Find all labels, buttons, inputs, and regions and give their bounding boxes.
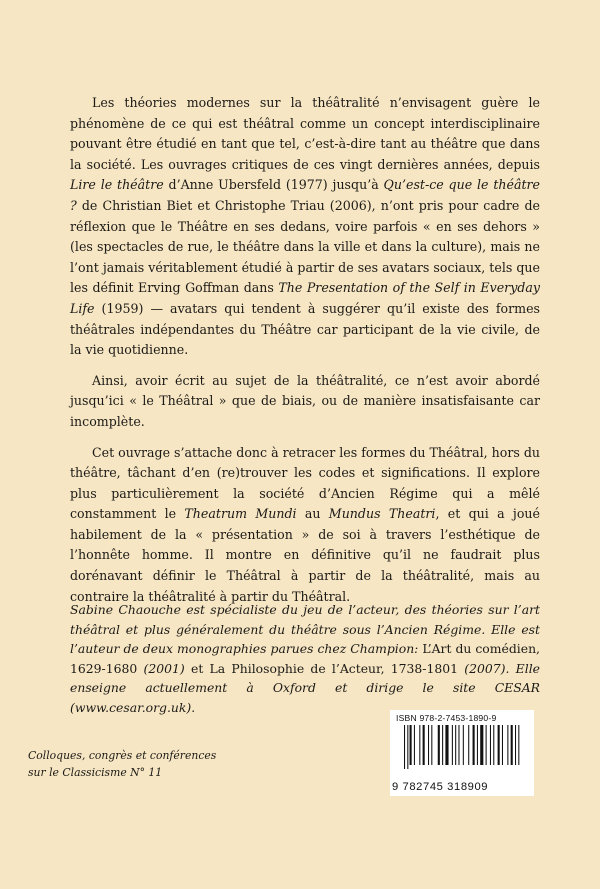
isbn-label: ISBN 978-2-7453-1890-9 — [396, 713, 497, 723]
barcode-bar — [455, 725, 456, 765]
barcode-bar — [407, 725, 408, 769]
barcode-bar — [463, 725, 464, 765]
barcode-bar — [493, 725, 494, 765]
barcode-bar — [502, 725, 503, 765]
series-title: Colloques, congrès et conférences sur le Classicisme N° 11 — [28, 749, 217, 779]
summary-paragraph-3: Cet ouvrage s’attache donc à retracer les formes du Théâtral, hors du théâtre, tâchant d’en (re)trouver les codes et significations. Il explore plus particulièrement la société d’Ancien Régime qui a mêlé constamment le Theatrum Mundi au Mundus Theatri, et qui a joué habilement de la « présentation » de soi à travers l’esthétique de l’honnête homme. Il montre en définitive qu’il ne faudrait plus dorénavant définir le Théâtral à partir de la théâtralité, mais au contraire la théâtralité à partir du Théâtral. — [70, 444, 540, 604]
barcode-bar — [423, 725, 425, 765]
book-title: Qu’est-ce que le théâtre ? — [70, 177, 540, 213]
book-title: L’Art du comédien, 1629-1680 — [70, 641, 540, 676]
summary-text — [70, 93, 540, 617]
book-title: Lire le théâtre — [70, 177, 164, 193]
barcode-bar — [486, 725, 487, 765]
isbn-barcode-box — [390, 710, 534, 796]
barcode-bar — [442, 725, 443, 765]
barcode-bar — [452, 725, 453, 765]
latin-term: Mundus Theatri — [328, 506, 436, 522]
barcode-bar — [498, 725, 500, 765]
latin-term: Theatrum Mundi — [184, 506, 297, 522]
barcode-bar — [515, 725, 516, 765]
summary-paragraph-2: Ainsi, avoir écrit au sujet de la théâtralité, ce n’est avoir abordé jusqu’ici « le Théâtral » que de biais, ou de manière insatisfaisante car incomplète. — [70, 372, 540, 429]
barcode-bar — [410, 725, 412, 765]
barcode-bar — [458, 725, 459, 765]
barcode-bar — [480, 725, 483, 765]
barcode-bar — [518, 725, 519, 765]
barcode-bar — [468, 725, 469, 765]
barcode-bar — [511, 725, 513, 765]
barcode-bar — [477, 725, 478, 765]
summary-paragraph-1: Les théories modernes sur la théâtralité n’envisagent guère le phénomène de ce qui est théâtral comme un concept interdisciplinaire pouvant être étudié en tant que tel, c’est-à-dire tant au théâtre que dans la société. Les ouvrages critiques de ces vingt dernières années, depuis Lire le théâtre d’Anne Ubersfeld (1977) jusqu’à Qu’est-ce que le théâtre ? de Christian Biet et Christophe Triau (2006), n’ont pris pour cadre de réflexion que le Théâtre en ses dedans, voire parfois « en ses dehors » (les spectacles de rue, le théâtre dans la ville et dans la culture), mais ne l’ont jamais véritablement étudié à partir de ses avatars sociaux, tels que les définit Erving Goffman dans The Presentation of the Self in Everyday Life (1959) — avatars qui tendent à suggérer qu’il existe des formes théâtrales indépendantes du Théâtre car participant de la vie civile, de la vie quotidienne. — [70, 95, 540, 358]
barcode-bar — [404, 725, 405, 769]
barcode-bar — [507, 725, 508, 765]
book-title: La Philosophie de l’Acteur, 1738-1801 — [203, 660, 459, 676]
barcode-bar — [445, 725, 448, 765]
barcode-bar — [419, 725, 420, 765]
barcode — [396, 725, 528, 779]
barcode-bar — [473, 725, 475, 765]
barcode-bar — [490, 725, 491, 765]
barcode-bar — [414, 725, 415, 765]
barcode-digits: 9 782745 318909 — [392, 781, 489, 793]
book-title: The Presentation of the Self in Everyday Life — [70, 280, 540, 316]
barcode-bar — [431, 725, 432, 765]
barcode-bar — [438, 725, 440, 765]
barcode-bar — [428, 725, 429, 765]
author-bio: Sabine Chaouche est spécialiste du jeu de l’acteur, des théories sur l’art théâtral et plus généralement du théâtre sous l’Ancien Régime. Elle est l’auteur de deux monographies parues chez Champion: L’Art du comédien, 1629-1680 (2001) et La Philosophie de l’Acteur, 1738-1801 (2007). Elle enseigne actuellement à Oxford et dirige le site CESAR (www.cesar.org.uk). — [70, 602, 540, 715]
